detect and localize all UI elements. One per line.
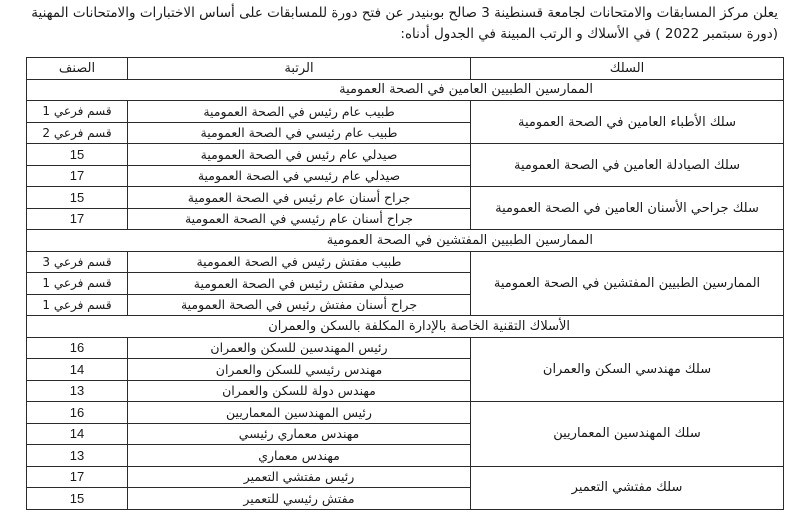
grade-cell: قسم فرعي 1: [27, 273, 128, 295]
rank-cell: جراح أسنان عام رئيسي في الصحة العمومية: [128, 208, 471, 230]
section-title-text: الأسلاك التقنية الخاصة بالإدارة المكلفة بالسكن والعمران: [268, 318, 570, 334]
grade-cell: قسم فرعي 3: [27, 251, 128, 273]
grade-cell: 14: [27, 423, 128, 445]
grade-cell: 14: [27, 359, 128, 381]
corps-cell: سلك جراحي الأسنان العامين في الصحة العمومية: [471, 187, 784, 230]
rank-cell: صيدلي عام رئيسي في الصحة العمومية: [128, 165, 471, 187]
grade-cell: 13: [27, 445, 128, 467]
grade-cell: 17: [27, 165, 128, 187]
table-row: [27, 402, 784, 424]
corps-cell: سلك مفتشي التعمير: [471, 466, 784, 509]
header-rank: الرتبة: [128, 58, 471, 80]
section-row: [27, 79, 784, 101]
table-row: [27, 187, 784, 209]
corps-cell: سلك الصيادلة العامين في الصحة العمومية: [471, 144, 784, 187]
rank-cell: جراح أسنان مفتش رئيس في الصحة العمومية: [128, 294, 471, 316]
rank-cell: مفتش رئيسي للتعمير: [128, 488, 471, 510]
table-row: [27, 466, 784, 488]
section-title: [27, 79, 784, 101]
table-row: [27, 101, 784, 123]
grade-cell: 13: [27, 380, 128, 402]
rank-cell: رئيس مفتشي التعمير: [128, 466, 471, 488]
rank-cell: مهندس دولة للسكن والعمران: [128, 380, 471, 402]
grade-cell: قسم فرعي 1: [27, 294, 128, 316]
table-body: [27, 79, 784, 509]
rank-cell: مهندس معماري رئيسي: [128, 423, 471, 445]
grade-cell: قسم فرعي 2: [27, 122, 128, 144]
header-corps: السلك: [471, 58, 784, 80]
rank-cell: رئيس المهندسين المعماريين: [128, 402, 471, 424]
grade-cell: قسم فرعي 1: [27, 101, 128, 123]
grade-cell: 16: [27, 402, 128, 424]
section-row: [27, 230, 784, 252]
corps-cell: سلك الأطباء العامين في الصحة العمومية: [471, 101, 784, 144]
table-row: [27, 337, 784, 359]
rank-cell: طبيب مفتش رئيس في الصحة العمومية: [128, 251, 471, 273]
rank-cell: طبيب عام رئيس في الصحة العمومية: [128, 101, 471, 123]
rank-cell: طبيب عام رئيسي في الصحة العمومية: [128, 122, 471, 144]
grade-cell: 15: [27, 187, 128, 209]
section-title: [27, 316, 784, 338]
corps-cell: الممارسين الطبيين المفتشين في الصحة العمومية: [471, 251, 784, 316]
rank-cell: صيدلي مفتش رئيس في الصحة العمومية: [128, 273, 471, 295]
grade-cell: 15: [27, 144, 128, 166]
rank-cell: مهندس رئيسي للسكن والعمران: [128, 359, 471, 381]
section-title-text: الممارسين الطبيين العامين في الصحة العمومية: [339, 82, 593, 98]
section-row: [27, 316, 784, 338]
positions-table: [26, 57, 784, 510]
table-row: [27, 251, 784, 273]
grade-cell: 17: [27, 208, 128, 230]
table-row: [27, 144, 784, 166]
corps-cell: سلك مهندسي السكن والعمران: [471, 337, 784, 402]
rank-cell: مهندس معماري: [128, 445, 471, 467]
header-grade: الصنف: [27, 58, 128, 80]
section-title: [27, 230, 784, 252]
corps-cell: سلك المهندسين المعماريين: [471, 402, 784, 467]
intro-line-2: (دورة سبتمبر 2022 ) في الأسلاك و الرتب المبينة في الجدول أدناه:: [400, 26, 778, 42]
grade-cell: 17: [27, 466, 128, 488]
table-header-row: [27, 58, 784, 80]
grade-cell: 16: [27, 337, 128, 359]
grade-cell: 15: [27, 488, 128, 510]
section-title-text: الممارسين الطبيين المفتشين في الصحة العمومية: [326, 232, 593, 248]
rank-cell: رئيس المهندسين للسكن والعمران: [128, 337, 471, 359]
rank-cell: صيدلي عام رئيس في الصحة العمومية: [128, 144, 471, 166]
intro-line-1: يعلن مركز المسابقات والامتحانات لجامعة قسنطينة 3 صالح بوبنيدر عن فتح دورة للمسابقات على أساس الاختبارات والامتحانات المهنية: [31, 5, 778, 21]
rank-cell: جراح أسنان عام رئيس في الصحة العمومية: [128, 187, 471, 209]
